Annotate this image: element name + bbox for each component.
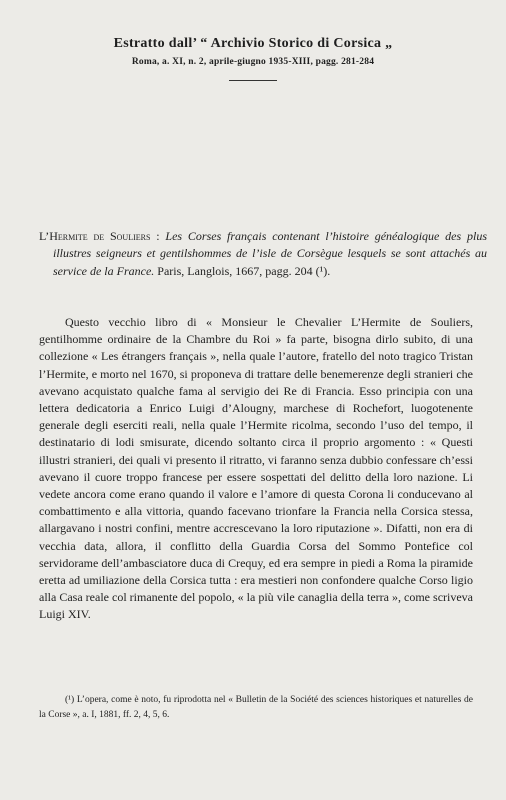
body-paragraph: Questo vecchio libro di « Monsieur le Chevalier L’Hermite de Souliers, gentilhomme ordinaire de la Chambre du Roi » fa parte, bisogna dirlo subito, di una collezione « Les étrangers français », nella quale l’autore, fratello del noto tragico Tristan l’Hermite, e morto nel 1670, si proponeva di trattare delle benemerenze degli stranieri che avevano acquistato qualche fama al servigio dei Re di Francia. Esso principia con una lettera dedicatoria a Enrico Luigi d’Alougny, marchese di Rochefort, luogotenente generale degli eserciti reali, nella quale l’Hermite ricolma, secondo l’uso del tempo, il destinatario di lodi smisurate, dicendo soltanto circa il proprio argomento : « Questi illustri stranieri, dei quali vi presento il ritratto, vi faranno senza dubbio confessare ch’essi avevano il cuore troppo francese per essere sospettati del delitto della loro nazione. Li vedete ancora come erano quando il valore e l’amore di questa Corona li conducevano al combattimento e alla vittoria, quando facevano trionfare la Francia nella Corsica stessa, allargavano i nostri confini, mentre accrescevano la loro riputazione ». Difatti, non era di vecchia data, allora, il conflitto della Guardia Corsa del Sommo Pontefice col servidorame dell’ambasciatore duca di Crequy, ed era sempre in piedi a Roma la piramide eretta ad umiliazione della Corsica tutta : era mestieri non confondere qualche Corso ligio alla Casa reale col rimanente del popolo, « la più vile canaglia della terra », come scriveva Luigi XIV.: [39, 315, 473, 622]
citation-publication: Paris, Langlois, 1667, pagg. 204 (¹).: [154, 263, 331, 278]
footnote: (¹) L’opera, come è noto, fu riprodotta nel « Bulletin de la Société des sciences historiques et naturelles de la Corse », a. I, 1881, ff. 2, 4, 5, 6.: [39, 695, 473, 720]
citation-title: Les Corses français contenant l’histoire généalogique des plus illustres seigneurs et gentilshommes de l’isle de Corsègue lesquels se sont attachés au service de la France.: [53, 229, 487, 278]
offprint-title: Estratto dall’ “ Archivio Storico di Corsica „: [113, 36, 393, 51]
bibliographic-citation: [39, 228, 487, 280]
citation-separator: :: [150, 229, 166, 243]
offprint-source: Roma, a. XI, n. 2, aprile-giugno 1935-XIII, pagg. 281-284: [131, 57, 375, 67]
citation-author: L’Hermite de Souliers: [39, 229, 151, 243]
header-divider: [229, 80, 277, 81]
